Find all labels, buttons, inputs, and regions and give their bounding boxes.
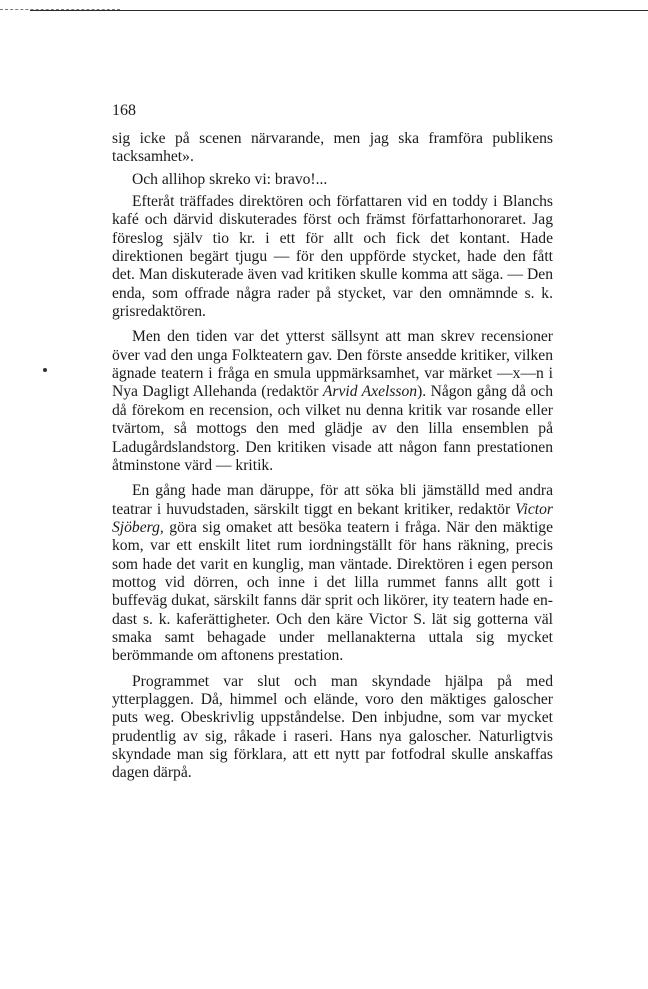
paragraph-4 (112, 328, 553, 475)
page-number: 168 (112, 102, 136, 119)
paragraph-3 (112, 193, 553, 321)
paragraph-1 (112, 130, 553, 167)
paragraph-6 (112, 673, 553, 783)
top-rule (30, 10, 648, 11)
paragraph-4-text-b: ). Någon gång då och då förekom en recension, och vilket nu denna kritik var rosande eller tvärtom, så mottogs den med glädje av den lilla ensemblen på Ladugårdslandstorg. Den kritiken visade att någon fann prestationen åtminstone värd — kritik. (112, 383, 553, 474)
paragraph-3-text: Efteråt träffades direktören och författaren vid en toddy i Blanchs kafé och därvid diskuterades först och främst författarhonoraret. Jag föreslog själv tio kr. i ett för allt och fick det kontant. Hade direktionen begärt tjugu — för den uppförde stycket, hade den fått det. Man diskuterade även vad kritiken skulle komma att säga. — Den enda, som offrade några rader på stycket, var den omnämnde s. k. grisredaktören. (112, 193, 553, 321)
paragraph-2 (112, 171, 553, 189)
paragraph-5-text-b: göra sig omaket att besöka teatern i fråga. När den mäktige kom, var ett enskilt litet rum iordningställt för hans räkning, precis som hade det varit en kunglig, man väntade. Direktören i egen person mottog vid dörren, och inne i det lilla rummet fanns allt gott i buffeväg dukat, särskilt fanns där sprit och likörer, ity teatern hade endast s. k. kaferättigheter. Och den käre Victor S. lät sig gotterna väl smaka samt behagade under mellanakterna uttala sig mycket berömmande om aftonens prestation. (112, 518, 553, 665)
body-text (112, 130, 553, 783)
paragraph-5-text-a: En gång hade man däruppe, för att söka bli jämställd med andra teatrar i huvudstaden, särskilt tiggt en bekant kritiker, redaktör (112, 482, 553, 518)
paragraph-5-italic-name: Victor Sjöberg, (112, 500, 553, 536)
paragraph-4-text-a: Men den tiden var det ytterst sällsynt att man skrev recensioner över vad den unga Folkteatern gav. Den förste ansedde kritiker, vilken ägnade teatern i fråga en smula uppmärksamhet, var märket —x—n i Nya Dagligt Allehanda (redaktör (112, 328, 553, 401)
paragraph-1-text: sig icke på scenen närvarande, men jag ska framföra publikens tacksamhet». (112, 130, 553, 166)
paragraph-6-text: Programmet var slut och man skyndade hjälpa på med ytterplaggen. Då, himmel och elände, voro den mäktiges galoscher puts weg. Obeskrivlig uppståndelse. Den inbjudne, som var mycket prudentlig av sig, råkade i raseri. Hans nya galoscher. Naturligtvis skyndade man sig förklara, att ett nytt par fotfodral skulle anskaffas dagen därpå. (112, 672, 553, 782)
paragraph-5 (112, 482, 553, 665)
margin-mark (43, 368, 47, 372)
paragraph-2-text: Och allihop skreko vi: bravo!... (132, 170, 328, 188)
paragraph-4-italic-name: Arvid Axelsson (322, 383, 418, 401)
